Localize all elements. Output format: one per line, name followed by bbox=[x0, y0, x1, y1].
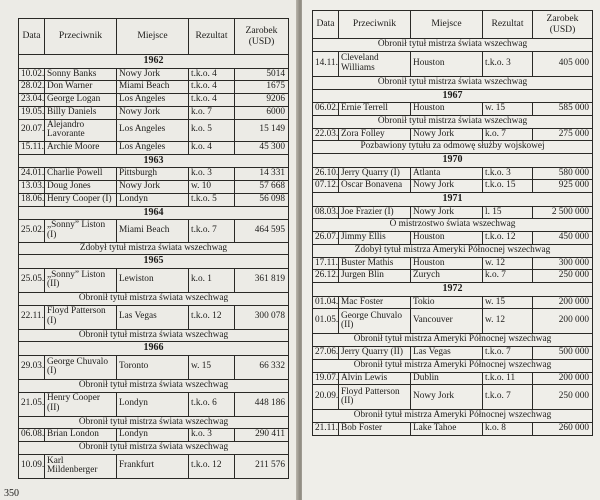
fight-date: 19.07. bbox=[313, 372, 339, 385]
venue: Atlanta bbox=[411, 167, 483, 180]
result: t.k.o. 12 bbox=[189, 305, 235, 329]
note-row bbox=[19, 442, 289, 455]
purse: 361 819 bbox=[235, 268, 289, 292]
purse: 585 000 bbox=[533, 103, 593, 116]
purse: 200 000 bbox=[533, 372, 593, 385]
column-header-2: Przeciwnik bbox=[339, 11, 411, 39]
venue: Miami Beach bbox=[117, 81, 189, 94]
left-table-body bbox=[19, 55, 289, 479]
fight-row bbox=[313, 347, 593, 360]
purse: 5014 bbox=[235, 68, 289, 81]
result: t.k.o. 5 bbox=[189, 193, 235, 206]
opponent: Doug Jones bbox=[45, 181, 117, 194]
venue: Toronto bbox=[117, 355, 189, 379]
venue: Las Vegas bbox=[117, 305, 189, 329]
column-header-3: Miejsce bbox=[411, 11, 483, 39]
fight-date: 22.11. bbox=[19, 305, 45, 329]
fight-row bbox=[19, 355, 289, 379]
purse: 6000 bbox=[235, 106, 289, 119]
fight-date: 26.07. bbox=[313, 232, 339, 245]
column-header-4: Rezultat bbox=[189, 19, 235, 55]
venue: Los Angeles bbox=[117, 119, 189, 142]
venue: Frankfurt bbox=[117, 454, 189, 478]
note-row bbox=[313, 39, 593, 52]
column-header-4: Rezultat bbox=[483, 11, 533, 39]
note-row bbox=[19, 329, 289, 342]
opponent: Buster Mathis bbox=[339, 257, 411, 270]
result: l. 15 bbox=[483, 206, 533, 219]
fight-date: 10.02. bbox=[19, 68, 45, 81]
fight-date: 24.01. bbox=[19, 168, 45, 181]
note-row bbox=[313, 115, 593, 128]
fight-date: 06.08. bbox=[19, 429, 45, 442]
result: k.o. 7 bbox=[483, 270, 533, 283]
purse: 211 576 bbox=[235, 454, 289, 478]
venue: Londyn bbox=[117, 392, 189, 416]
purse: 15 149 bbox=[235, 119, 289, 142]
right-fight-record-table bbox=[312, 10, 593, 436]
opponent: Jurgen Blin bbox=[339, 270, 411, 283]
year-row bbox=[313, 283, 593, 297]
year-label: 1963 bbox=[19, 154, 289, 168]
year-label: 1962 bbox=[19, 55, 289, 69]
opponent: Floyd Patterson (II) bbox=[339, 385, 411, 410]
title-note: Obronił tytuł mistrza Ameryki Północnej wszechwag bbox=[313, 334, 593, 347]
fight-row bbox=[313, 128, 593, 141]
fight-date: 01.05. bbox=[313, 309, 339, 334]
fight-row bbox=[313, 257, 593, 270]
result: w. 15 bbox=[189, 355, 235, 379]
right-table-body bbox=[313, 39, 593, 436]
fight-row bbox=[19, 220, 289, 243]
fight-row bbox=[313, 232, 593, 245]
opponent: Alejandro Lavorante bbox=[45, 119, 117, 142]
venue: Las Vegas bbox=[411, 347, 483, 360]
fight-date: 26.10. bbox=[313, 167, 339, 180]
fight-date: 21.11. bbox=[313, 423, 339, 436]
fight-date: 27.06. bbox=[313, 347, 339, 360]
venue: Pittsburgh bbox=[117, 168, 189, 181]
opponent: Jimmy Ellis bbox=[339, 232, 411, 245]
venue: Houston bbox=[411, 232, 483, 245]
fight-row bbox=[19, 268, 289, 292]
column-header-1: Data bbox=[19, 19, 45, 55]
purse: 448 186 bbox=[235, 392, 289, 416]
result: t.k.o. 6 bbox=[189, 392, 235, 416]
purse: 56 098 bbox=[235, 193, 289, 206]
fight-row bbox=[19, 454, 289, 478]
result: t.k.o. 12 bbox=[189, 454, 235, 478]
right-page bbox=[302, 0, 600, 500]
purse: 2 500 000 bbox=[533, 206, 593, 219]
result: t.k.o. 12 bbox=[483, 232, 533, 245]
fight-row bbox=[313, 385, 593, 410]
venue: Nowy Jork bbox=[117, 181, 189, 194]
opponent: Mac Foster bbox=[339, 296, 411, 309]
fight-date: 13.03. bbox=[19, 181, 45, 194]
opponent: George Chuvalo (I) bbox=[45, 355, 117, 379]
title-note: Pozbawiony tytułu za odmowę służby wojskowej bbox=[313, 141, 593, 154]
venue: Los Angeles bbox=[117, 142, 189, 155]
venue: Houston bbox=[411, 257, 483, 270]
fight-date: 28.02. bbox=[19, 81, 45, 94]
opponent: Sonny Banks bbox=[45, 68, 117, 81]
fight-date: 14.11. bbox=[313, 51, 339, 76]
opponent: Joe Frazier (I) bbox=[339, 206, 411, 219]
note-row bbox=[313, 334, 593, 347]
result: k.o. 3 bbox=[189, 429, 235, 442]
purse: 464 595 bbox=[235, 220, 289, 243]
venue: Nowy Jork bbox=[411, 385, 483, 410]
venue: Houston bbox=[411, 51, 483, 76]
note-row bbox=[313, 244, 593, 257]
fight-row bbox=[19, 106, 289, 119]
note-row bbox=[19, 379, 289, 392]
result: t.k.o. 11 bbox=[483, 372, 533, 385]
fight-row bbox=[19, 68, 289, 81]
title-note: Obronił tytuł mistrza świata wszechwag bbox=[19, 416, 289, 429]
fight-row bbox=[313, 167, 593, 180]
opponent: Cleveland Williams bbox=[339, 51, 411, 76]
opponent: Bob Foster bbox=[339, 423, 411, 436]
opponent: „Sonny” Liston (I) bbox=[45, 220, 117, 243]
result: w. 12 bbox=[483, 309, 533, 334]
year-row bbox=[19, 55, 289, 69]
purse: 925 000 bbox=[533, 180, 593, 193]
fight-row bbox=[313, 180, 593, 193]
title-note: Obronił tytuł mistrza Ameryki Północnej wszechwag bbox=[313, 410, 593, 423]
purse: 9206 bbox=[235, 94, 289, 107]
right-table-header bbox=[313, 11, 593, 39]
opponent: Archie Moore bbox=[45, 142, 117, 155]
fight-row bbox=[19, 142, 289, 155]
result: k.o. 8 bbox=[483, 423, 533, 436]
result: k.o. 1 bbox=[189, 268, 235, 292]
result: t.k.o. 7 bbox=[483, 385, 533, 410]
year-label: 1967 bbox=[313, 89, 593, 103]
note-row bbox=[313, 76, 593, 89]
purse: 580 000 bbox=[533, 167, 593, 180]
page-number: 350 bbox=[4, 488, 19, 499]
year-row bbox=[313, 154, 593, 168]
purse: 200 000 bbox=[533, 309, 593, 334]
fight-date: 18.06. bbox=[19, 193, 45, 206]
fight-row bbox=[19, 429, 289, 442]
title-note: O mistrzostwo świata wszechwag bbox=[313, 219, 593, 232]
purse: 300 078 bbox=[235, 305, 289, 329]
note-row bbox=[19, 416, 289, 429]
venue: Lake Tahoe bbox=[411, 423, 483, 436]
fight-date: 15.11. bbox=[19, 142, 45, 155]
venue: Londyn bbox=[117, 429, 189, 442]
result: t.k.o. 7 bbox=[189, 220, 235, 243]
fight-date: 23.04. bbox=[19, 94, 45, 107]
fight-date: 25.05. bbox=[19, 268, 45, 292]
fight-row bbox=[313, 206, 593, 219]
note-row bbox=[19, 242, 289, 255]
fight-row bbox=[19, 81, 289, 94]
title-note: Zdobył tytuł mistrza świata wszechwag bbox=[19, 242, 289, 255]
year-label: 1964 bbox=[19, 206, 289, 220]
fight-date: 26.12. bbox=[313, 270, 339, 283]
venue: Nowy Jork bbox=[411, 128, 483, 141]
year-label: 1971 bbox=[313, 193, 593, 207]
column-header-2: Przeciwnik bbox=[45, 19, 117, 55]
year-row bbox=[19, 255, 289, 269]
opponent: Henry Cooper (I) bbox=[45, 193, 117, 206]
result: k.o. 3 bbox=[189, 168, 235, 181]
title-note: Zdobył tytuł mistrza Ameryki Północnej wszechwag bbox=[313, 244, 593, 257]
fight-row bbox=[313, 270, 593, 283]
fight-row bbox=[313, 309, 593, 334]
result: t.k.o. 4 bbox=[189, 94, 235, 107]
result: t.k.o. 4 bbox=[189, 81, 235, 94]
result: t.k.o. 7 bbox=[483, 347, 533, 360]
fight-date: 29.03. bbox=[19, 355, 45, 379]
fight-row bbox=[313, 296, 593, 309]
result: k.o. 5 bbox=[189, 119, 235, 142]
year-row bbox=[19, 154, 289, 168]
venue: Nowy Jork bbox=[411, 206, 483, 219]
result: t.k.o. 3 bbox=[483, 51, 533, 76]
purse: 260 000 bbox=[533, 423, 593, 436]
venue: Nowy Jork bbox=[411, 180, 483, 193]
title-note: Obronił tytuł mistrza świata wszechwag bbox=[19, 379, 289, 392]
fight-row bbox=[313, 372, 593, 385]
year-label: 1972 bbox=[313, 283, 593, 297]
opponent: George Logan bbox=[45, 94, 117, 107]
title-note: Obronił tytuł mistrza świata wszechwag bbox=[19, 442, 289, 455]
title-note: Obronił tytuł mistrza świata wszechwag bbox=[19, 292, 289, 305]
year-label: 1965 bbox=[19, 255, 289, 269]
year-row bbox=[313, 193, 593, 207]
opponent: Zora Folley bbox=[339, 128, 411, 141]
year-row bbox=[19, 342, 289, 356]
opponent: Karl Mildenberger bbox=[45, 454, 117, 478]
purse: 250 000 bbox=[533, 270, 593, 283]
venue: Dublin bbox=[411, 372, 483, 385]
title-note: Obronił tytuł mistrza Ameryki Północnej wszechwag bbox=[313, 359, 593, 372]
note-row bbox=[313, 219, 593, 232]
purse: 450 000 bbox=[533, 232, 593, 245]
fight-date: 07.12. bbox=[313, 180, 339, 193]
purse: 45 300 bbox=[235, 142, 289, 155]
result: t.k.o. 3 bbox=[483, 167, 533, 180]
year-label: 1970 bbox=[313, 154, 593, 168]
purse: 290 411 bbox=[235, 429, 289, 442]
opponent: Oscar Bonavena bbox=[339, 180, 411, 193]
venue: Lewiston bbox=[117, 268, 189, 292]
fight-row bbox=[19, 119, 289, 142]
fight-row bbox=[313, 423, 593, 436]
purse: 500 000 bbox=[533, 347, 593, 360]
fight-row bbox=[313, 51, 593, 76]
venue: Miami Beach bbox=[117, 220, 189, 243]
purse: 14 331 bbox=[235, 168, 289, 181]
purse: 300 000 bbox=[533, 257, 593, 270]
fight-row bbox=[19, 94, 289, 107]
result: w. 12 bbox=[483, 257, 533, 270]
result: t.k.o. 15 bbox=[483, 180, 533, 193]
fight-row bbox=[19, 305, 289, 329]
opponent: Ernie Terrell bbox=[339, 103, 411, 116]
result: k.o. 4 bbox=[189, 142, 235, 155]
left-table-header bbox=[19, 19, 289, 55]
left-fight-record-table bbox=[18, 18, 289, 479]
fight-row bbox=[19, 193, 289, 206]
note-row bbox=[313, 410, 593, 423]
purse: 200 000 bbox=[533, 296, 593, 309]
venue: Londyn bbox=[117, 193, 189, 206]
result: w. 15 bbox=[483, 296, 533, 309]
purse: 405 000 bbox=[533, 51, 593, 76]
opponent: Jerry Quarry (I) bbox=[339, 167, 411, 180]
title-note: Obronił tytuł mistrza świata wszechwag bbox=[313, 76, 593, 89]
opponent: Billy Daniels bbox=[45, 106, 117, 119]
opponent: George Chuvalo (II) bbox=[339, 309, 411, 334]
venue: Vancouver bbox=[411, 309, 483, 334]
title-note: Obronił tytuł mistrza świata wszechwag bbox=[313, 39, 593, 52]
result: t.k.o. 4 bbox=[189, 68, 235, 81]
fight-date: 22.03. bbox=[313, 128, 339, 141]
fight-row bbox=[19, 181, 289, 194]
title-note: Obronił tytuł mistrza świata wszechwag bbox=[313, 115, 593, 128]
purse: 57 668 bbox=[235, 181, 289, 194]
result: w. 10 bbox=[189, 181, 235, 194]
result: k.o. 7 bbox=[483, 128, 533, 141]
venue: Tokio bbox=[411, 296, 483, 309]
fight-date: 17.11. bbox=[313, 257, 339, 270]
fight-row bbox=[19, 168, 289, 181]
fight-row bbox=[19, 392, 289, 416]
fight-date: 10.09. bbox=[19, 454, 45, 478]
fight-date: 21.05. bbox=[19, 392, 45, 416]
opponent: Brian London bbox=[45, 429, 117, 442]
purse: 275 000 bbox=[533, 128, 593, 141]
opponent: Henry Cooper (II) bbox=[45, 392, 117, 416]
fight-date: 01.04. bbox=[313, 296, 339, 309]
venue: Zurych bbox=[411, 270, 483, 283]
purse: 250 000 bbox=[533, 385, 593, 410]
year-row bbox=[313, 89, 593, 103]
column-header-1: Data bbox=[313, 11, 339, 39]
left-page bbox=[0, 0, 298, 500]
result: w. 15 bbox=[483, 103, 533, 116]
venue: Nowy Jork bbox=[117, 106, 189, 119]
column-header-5: Zarobek (USD) bbox=[235, 19, 289, 55]
fight-date: 25.02. bbox=[19, 220, 45, 243]
note-row bbox=[19, 292, 289, 305]
year-label: 1966 bbox=[19, 342, 289, 356]
year-row bbox=[19, 206, 289, 220]
fight-date: 20.09. bbox=[313, 385, 339, 410]
column-header-5: Zarobek (USD) bbox=[533, 11, 593, 39]
opponent: Jerry Quarry (II) bbox=[339, 347, 411, 360]
venue: Houston bbox=[411, 103, 483, 116]
note-row bbox=[313, 141, 593, 154]
opponent: Alvin Lewis bbox=[339, 372, 411, 385]
fight-date: 20.07. bbox=[19, 119, 45, 142]
note-row bbox=[313, 359, 593, 372]
opponent: Floyd Patterson (I) bbox=[45, 305, 117, 329]
venue: Los Angeles bbox=[117, 94, 189, 107]
fight-date: 19.05. bbox=[19, 106, 45, 119]
venue: Nowy Jork bbox=[117, 68, 189, 81]
opponent: „Sonny” Liston (II) bbox=[45, 268, 117, 292]
purse: 1675 bbox=[235, 81, 289, 94]
fight-date: 08.03. bbox=[313, 206, 339, 219]
opponent: Don Warner bbox=[45, 81, 117, 94]
fight-row bbox=[313, 103, 593, 116]
column-header-3: Miejsce bbox=[117, 19, 189, 55]
title-note: Obronił tytuł mistrza świata wszechwag bbox=[19, 329, 289, 342]
purse: 66 332 bbox=[235, 355, 289, 379]
fight-date: 06.02. bbox=[313, 103, 339, 116]
opponent: Charlie Powell bbox=[45, 168, 117, 181]
result: k.o. 7 bbox=[189, 106, 235, 119]
